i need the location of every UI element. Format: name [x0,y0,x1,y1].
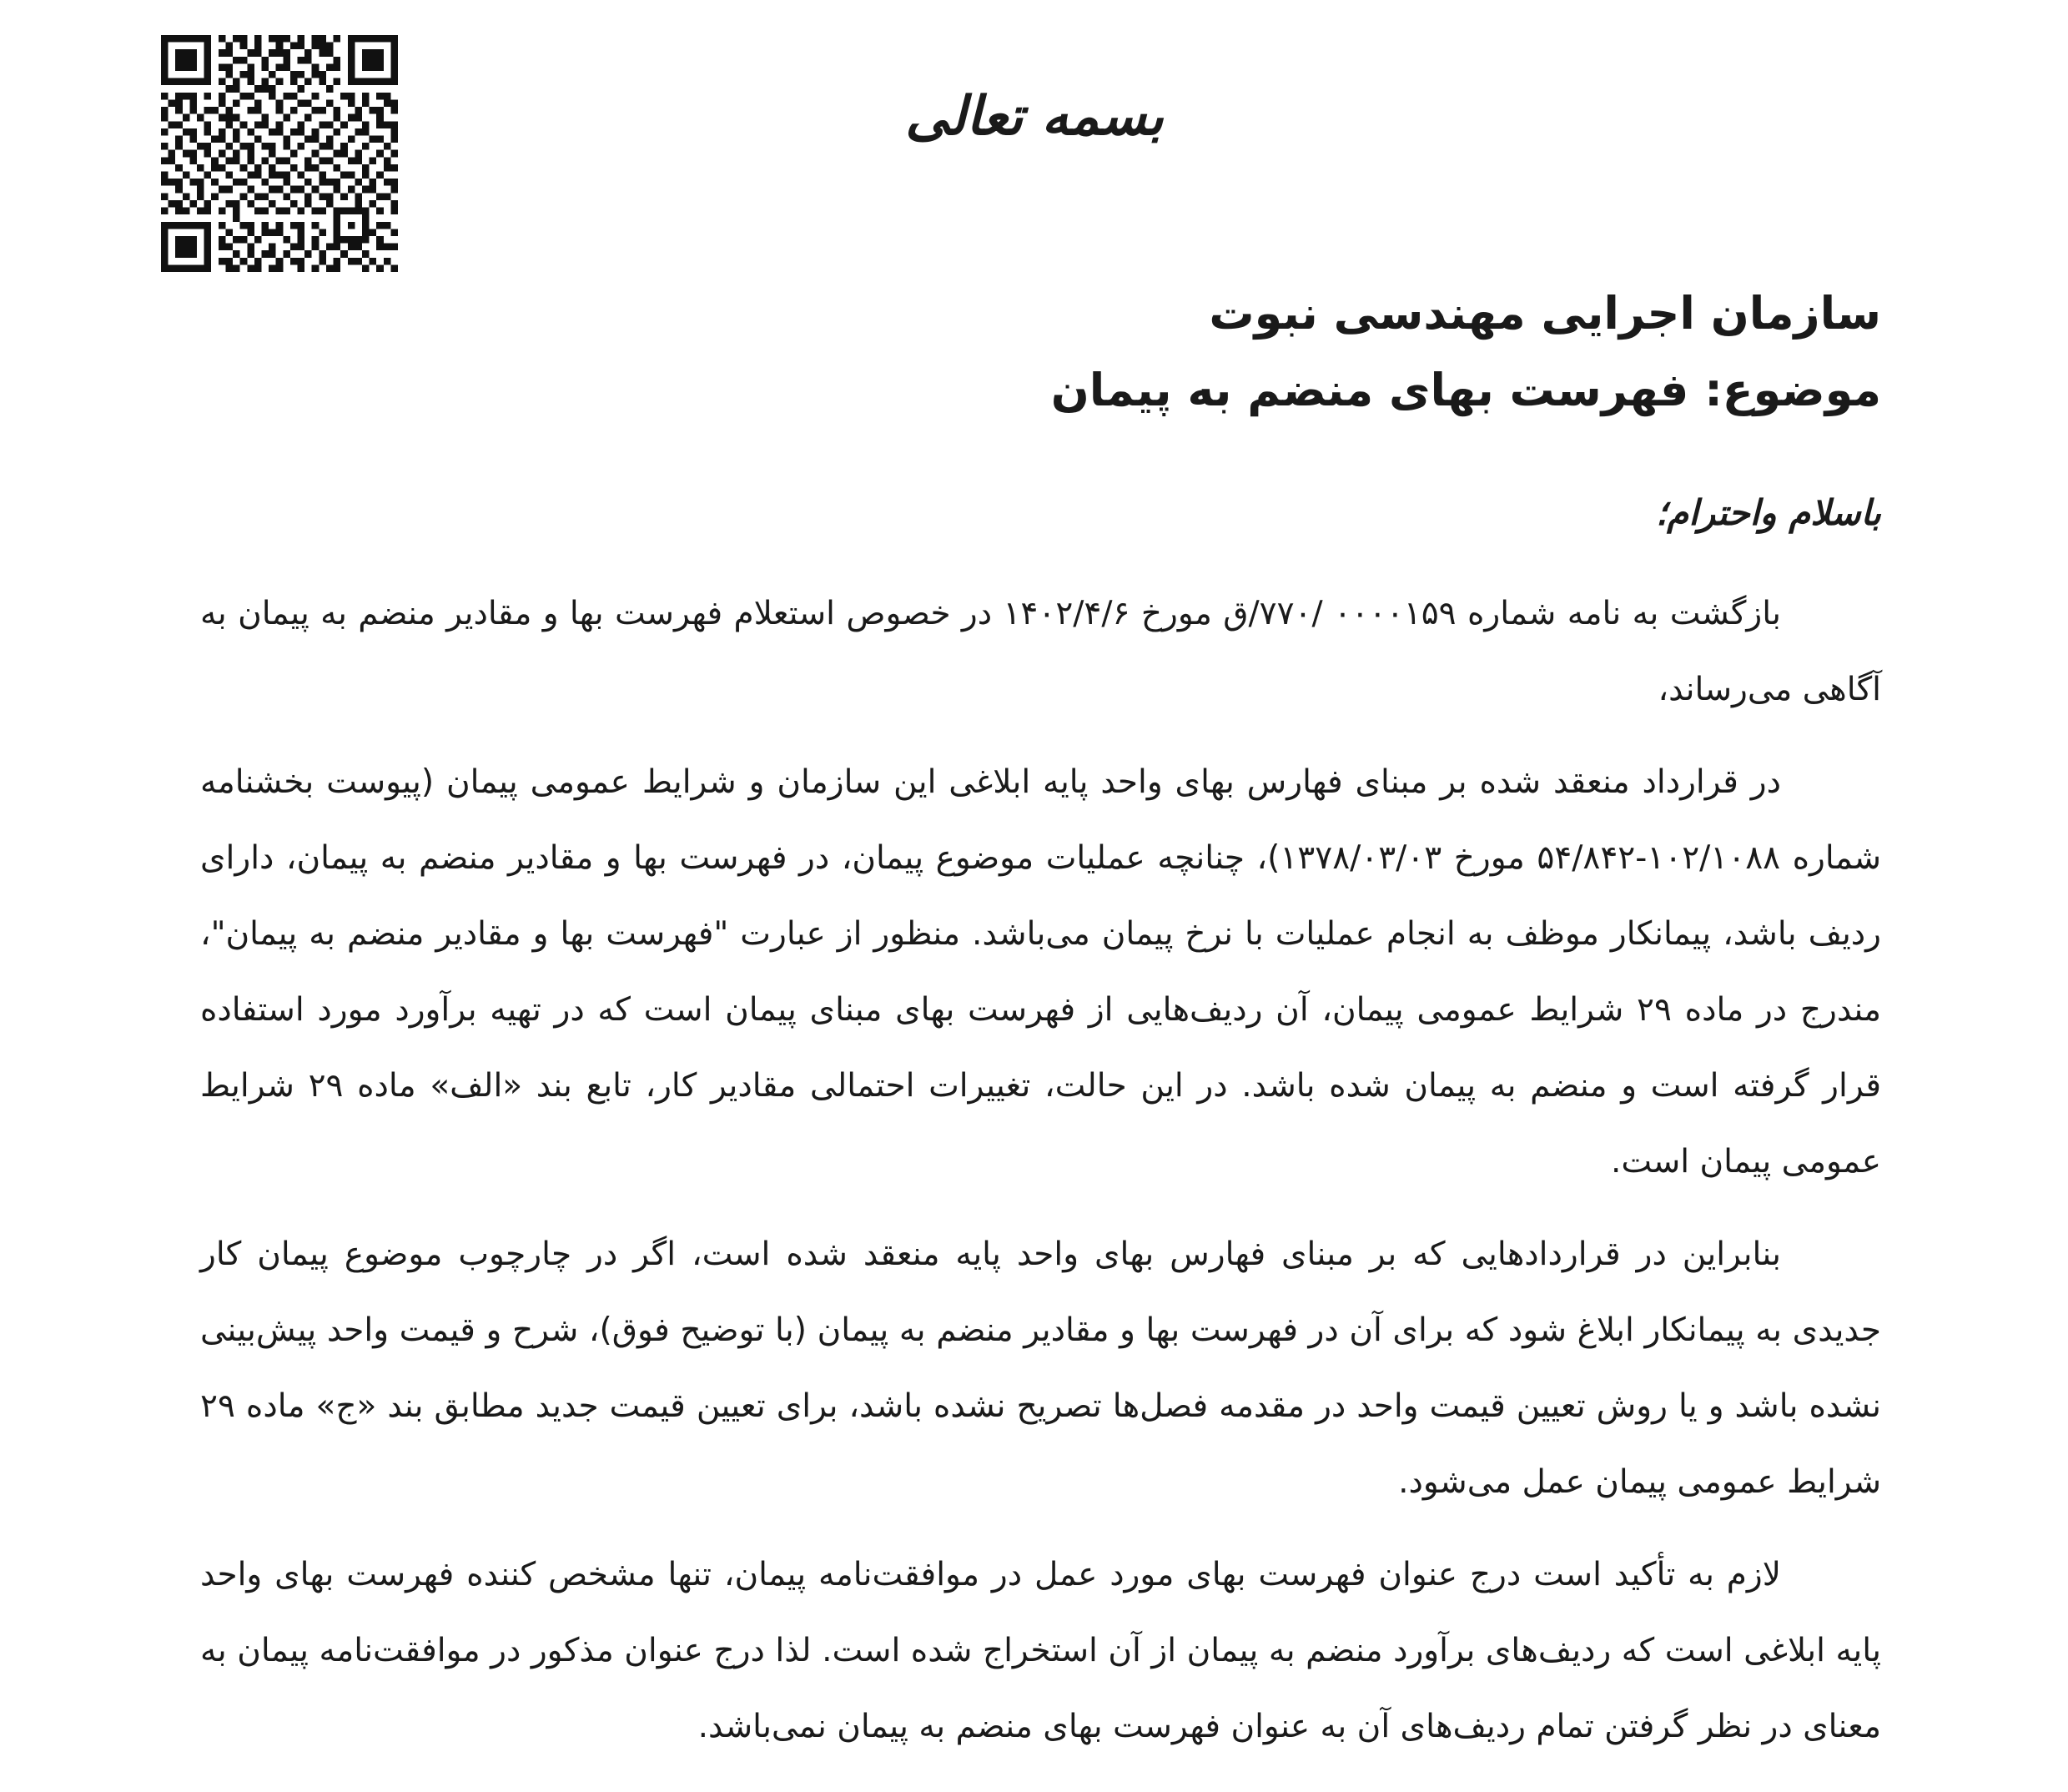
body-paragraph-4: لازم به تأکید است درج عنوان فهرست بهای مورد عمل در موافقت‌نامه پیمان، تنها مشخص کننده فهرست بهای واحد پایه ابلاغی است که ردیف‌های برآورد منضم به پیمان از آن استخراج شده است. لذا درج عنوان مذکور در موافقت‌نامه پیمان به معنای در نظر گرفتن تمام ردیف‌های آن به عنوان فهرست بهای منضم به پیمان نمی‌باشد. [200,1556,1881,1745]
qr-code-icon [161,35,398,272]
body-paragraph-3: بنابراین در قراردادهایی که بر مبنای فهارس بهای واحد پایه منعقد شده است، اگر در چارچوب موضوع پیمان کار جدیدی به پیمانکار ابلاغ شود که برای آن در فهرست بها و مقادیر منضم به پیمان (با توضیح فوق)، شرح و قیمت واحد پیش‌بینی نشده باشد و یا روش تعیین قیمت واحد در مقدمه فصل‌ها تصریح نشده باشد، برای تعیین قیمت جدید مطابق بند «ج» ماده ۲۹ شرایط عمومی پیمان عمل می‌شود. [200,1236,1881,1501]
letter-header [713,275,1881,429]
basmala-heading: بسمه تعالی [905,85,1164,148]
body-paragraph-1: بازگشت به نامه شماره ۰۰۰۰۱۵۹ /۷۷۰/ق مورخ ۱۴۰۲/۴/۶ در خصوص استعلام فهرست بها و مقادیر منضم به پیمان به آگاهی می‌رساند، [200,595,1881,708]
letter-subject: موضوع: فهرست بهای منضم به پیمان [1050,364,1881,416]
letter-body [200,576,1881,1781]
salutation: باسلام واحترام؛ [1655,492,1881,533]
recipient-organization: سازمان اجرایی مهندسی نبوت [1209,287,1881,340]
body-paragraph-2: در قرارداد منعقد شده بر مبنای فهارس بهای واحد پایه ابلاغی این سازمان و شرایط عمومی پیمان (پیوست بخشنامه شماره ۱۰۲/۱۰۸۸-۵۴/۸۴۲ مورخ ۱۳۷۸/۰۳/۰۳)، چنانچه عملیات موضوع پیمان، در فهرست بها و مقادیر منضم به پیمان، دارای ردیف باشد، پیمانکار موظف به انجام عملیات با نرخ پیمان می‌باشد. منظور از عبارت "فهرست بها و مقادیر منضم به پیمان"، مندرج در ماده ۲۹ شرایط عمومی پیمان، آن ردیف‌هایی از فهرست بهای مبنای پیمان است که در تهیه برآورد مورد استفاده قرار گرفته است و منضم به پیمان شده باشد. در این حالت، تغییرات احتمالی مقادیر کار، تابع بند «الف» ماده ۲۹ شرایط عمومی پیمان است. [200,763,1882,1180]
